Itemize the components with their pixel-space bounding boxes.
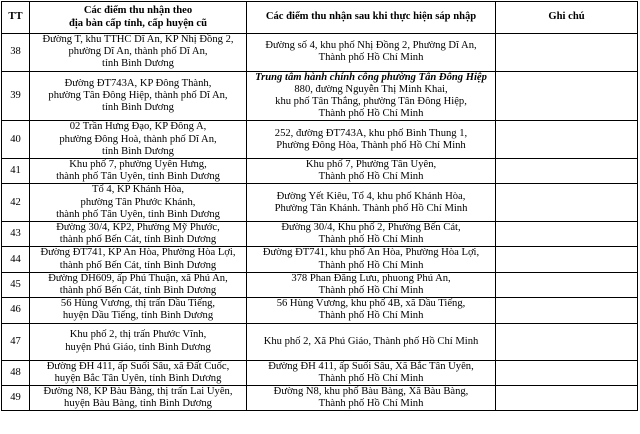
old-location-cell: [30, 159, 247, 184]
old-location-cell: [30, 121, 247, 159]
header-old-line1: Các điểm thu nhận theo: [83, 5, 193, 17]
header-tt: TT: [2, 2, 30, 34]
row-number: 38: [2, 34, 30, 72]
row-number: 39: [2, 71, 30, 121]
old-location-cell: [30, 323, 247, 360]
note-cell: [496, 323, 638, 360]
old-location-cell: [30, 298, 247, 323]
old-location-cell: [30, 184, 247, 222]
old-location-line: thành phố Tân Uyên, tỉnh Bình Dương: [56, 171, 220, 183]
old-location-line: huyện Bàu Bàng, tỉnh Bình Dương: [64, 398, 212, 410]
new-location-line: Đường N8, khu phố Bàu Bàng, Xã Bàu Bàng,: [273, 386, 469, 398]
old-location-line: 02 Trần Hưng Đạo, KP Đông A,: [69, 121, 207, 133]
new-location-line: Thành phố Hồ Chí Minh: [318, 398, 424, 410]
note-cell: [496, 184, 638, 222]
row-number: 45: [2, 272, 30, 297]
note-cell: [496, 34, 638, 72]
table-row: [2, 222, 638, 247]
new-location-cell: [247, 323, 496, 360]
row-number: 44: [2, 247, 30, 272]
old-location-line: huyện Dầu Tiếng, tỉnh Bình Dương: [62, 310, 214, 322]
new-location-center-name: Trung tâm hành chính công phường Tân Đông Hiệp: [255, 71, 487, 83]
table-row: [2, 121, 638, 159]
old-location-line: 56 Hùng Vương, thị trấn Dầu Tiếng,: [60, 298, 216, 310]
old-location-line: Đường N8, KP Bàu Bàng, thị trấn Lai Uyên,: [43, 386, 233, 398]
old-location-line: phường Tân Đông Hiệp, thành phố Dĩ An,: [48, 89, 228, 101]
new-location-line: Thành phố Hồ Chí Minh: [318, 171, 424, 183]
new-location-cell: [247, 247, 496, 272]
new-location-line: Đường 30/4, Khu phố 2, Phường Bến Cát,: [281, 222, 461, 234]
row-number: 42: [2, 184, 30, 222]
collection-points-table: [1, 1, 638, 411]
old-location-line: thành phố Bến Cát, tỉnh Bình Dương: [59, 234, 217, 246]
new-location-cell: [247, 34, 496, 72]
old-location-cell: [30, 272, 247, 297]
old-location-line: Khu phố 7, phường Uyên Hưng,: [69, 159, 207, 171]
new-location-line: khu phố Tân Thắng, phường Tân Đông Hiệp,: [275, 96, 467, 108]
row-number: 41: [2, 159, 30, 184]
old-location-line: Đường ĐT743A, KP Đông Thành,: [64, 77, 212, 89]
new-location-line: Thành phố Hồ Chí Minh: [318, 259, 424, 271]
old-location-line: phường Dĩ An, thành phố Dĩ An,: [68, 46, 208, 58]
new-location-cell: [247, 121, 496, 159]
new-location-line: Phường Đông Hòa, Thành phố Hồ Chí Minh: [276, 139, 466, 151]
new-location-line: Thành phố Hồ Chí Minh: [318, 52, 424, 64]
new-location-cell: [247, 360, 496, 385]
old-location-cell: [30, 71, 247, 121]
new-location-line: Khu phố 2, Xã Phú Giáo, Thành phố Hồ Chí Minh: [263, 335, 479, 347]
old-location-line: Đường ĐT741, KP An Hòa, Phường Hòa Lợi,: [40, 247, 236, 259]
new-location-line: 252, đường ĐT743A, khu phố Bình Thung 1,: [274, 127, 468, 139]
new-location-line: Thành phố Hồ Chí Minh: [318, 310, 424, 322]
table-row: [2, 360, 638, 385]
old-location-cell: [30, 360, 247, 385]
header-new-location: Các điểm thu nhận sau khi thực hiện sáp nhập: [247, 2, 496, 34]
note-cell: [496, 159, 638, 184]
note-cell: [496, 222, 638, 247]
new-location-line: 880, đường Nguyễn Thị Minh Khai,: [294, 83, 448, 95]
header-old-location: [30, 2, 247, 34]
new-location-line: Đường Yết Kiêu, Tổ 4, khu phố Khánh Hòa,: [276, 190, 466, 202]
note-cell: [496, 360, 638, 385]
old-location-line: tỉnh Bình Dương: [102, 58, 174, 70]
new-location-cell: [247, 298, 496, 323]
old-location-cell: [30, 222, 247, 247]
new-location-cell: [247, 184, 496, 222]
old-location-cell: [30, 34, 247, 72]
old-location-line: phường Đông Hoà, thành phố Dĩ An,: [59, 133, 217, 145]
new-location-cell: [247, 222, 496, 247]
old-location-line: tỉnh Bình Dương: [102, 145, 174, 157]
new-location-line: 56 Hùng Vương, khu phố 4B, xã Dầu Tiếng,: [276, 298, 466, 310]
note-cell: [496, 298, 638, 323]
old-location-line: thành phố Bến Cát, tỉnh Bình Dương: [59, 259, 217, 271]
note-cell: [496, 121, 638, 159]
new-location-line: 378 Phan Đăng Lưu, phuong Phú An,: [291, 272, 451, 284]
new-location-line: Thành phố Hồ Chí Minh: [318, 108, 424, 120]
table-row: [2, 272, 638, 297]
old-location-line: Đường T, khu TTHC Dĩ An, KP Nhị Đồng 2,: [42, 34, 234, 45]
row-number: 47: [2, 323, 30, 360]
old-location-line: Tổ 4, KP Khánh Hòa,: [92, 184, 184, 196]
new-location-line: Đường ĐT741, khu phố An Hòa, Phường Hòa Lợi,: [262, 247, 480, 259]
old-location-line: huyện Phú Giáo, tỉnh Bình Dương: [65, 341, 211, 353]
new-location-line: Đường ĐH 411, ấp Suối Sâu, Xã Bắc Tân Uyên,: [268, 360, 474, 372]
note-cell: [496, 247, 638, 272]
table-row: [2, 184, 638, 222]
note-cell: [496, 386, 638, 411]
new-location-line: Thành phố Hồ Chí Minh: [318, 234, 424, 246]
new-location-cell: [247, 159, 496, 184]
new-location-line: Phường Tân Khánh. Thành phố Hồ Chí Minh: [274, 202, 468, 214]
header-old-line2: địa bàn cấp tỉnh, cấp huyện cũ: [68, 17, 208, 29]
new-location-line: Thành phố Hồ Chí Minh: [318, 372, 424, 384]
old-location-line: thành phố Tân Uyên, tỉnh Bình Dương: [56, 208, 220, 220]
new-location-line: Đường số 4, khu phố Nhị Đồng 2, Phường Dĩ An,: [265, 40, 477, 52]
row-number: 40: [2, 121, 30, 159]
note-cell: [496, 71, 638, 121]
new-location-cell: [247, 272, 496, 297]
row-number: 49: [2, 386, 30, 411]
note-cell: [496, 272, 638, 297]
old-location-line: thành phố Bến Cát, tỉnh Bình Dương: [59, 285, 217, 297]
old-location-cell: [30, 247, 247, 272]
old-location-line: phường Tân Phước Khánh,: [80, 196, 196, 208]
row-number: 48: [2, 360, 30, 385]
table-row: [2, 298, 638, 323]
old-location-line: Đường ĐH 411, ấp Suối Sâu, xã Đất Cuốc,: [46, 360, 230, 372]
new-location-cell: [247, 71, 496, 121]
header-row: [2, 2, 638, 34]
row-number: 46: [2, 298, 30, 323]
old-location-line: Đường 30/4, KP2, Phường Mỹ Phước,: [56, 222, 220, 234]
old-location-line: tỉnh Bình Dương: [102, 102, 174, 114]
table-row: [2, 71, 638, 121]
header-note: Ghi chú: [496, 2, 638, 34]
table-row: [2, 386, 638, 411]
new-location-line: Thành phố Hồ Chí Minh: [318, 285, 424, 297]
table-row: [2, 323, 638, 360]
table-row: [2, 159, 638, 184]
old-location-line: huyện Bắc Tân Uyên, tỉnh Bình Dương: [54, 372, 222, 384]
table-row: [2, 34, 638, 72]
old-location-cell: [30, 386, 247, 411]
new-location-cell: [247, 386, 496, 411]
old-location-line: Khu phố 2, thị trấn Phước Vĩnh,: [69, 329, 207, 341]
row-number: 43: [2, 222, 30, 247]
table-row: [2, 247, 638, 272]
old-location-line: Đường DH609, ấp Phú Thuận, xã Phú An,: [48, 272, 228, 284]
new-location-line: Khu phố 7, Phường Tân Uyên,: [305, 159, 437, 171]
